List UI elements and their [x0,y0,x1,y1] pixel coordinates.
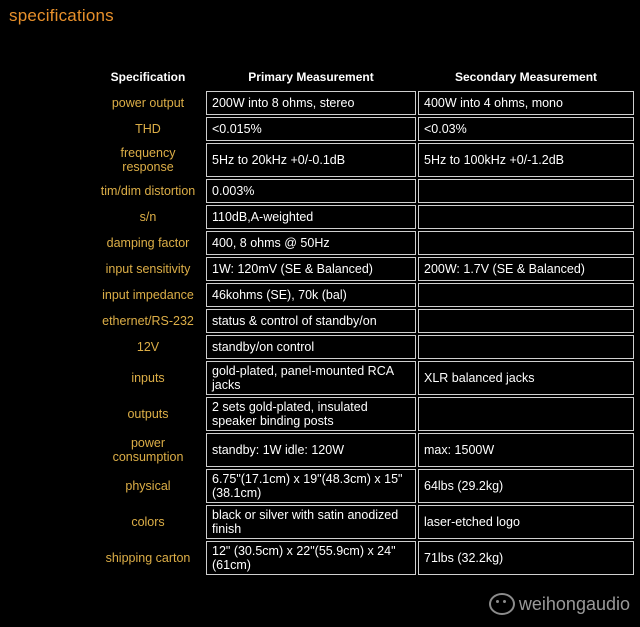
primary-value: standby/on control [206,335,416,359]
primary-value: 46kohms (SE), 70k (bal) [206,283,416,307]
secondary-value [418,397,634,431]
primary-value: 110dB,A-weighted [206,205,416,229]
table-row [92,469,634,503]
spec-label: THD [135,122,161,136]
table-header-row [92,65,634,89]
spec-label: input sensitivity [105,262,191,276]
secondary-value [418,283,634,307]
primary-value: 5Hz to 20kHz +0/-0.1dB [206,143,416,177]
spec-label: ethernet/RS-232 [102,314,194,328]
spec-label: physical [125,479,171,493]
watermark-text: weihongaudio [518,593,630,614]
table-row [92,143,634,177]
table-row [92,361,634,395]
table-row [92,179,634,203]
table-row [92,397,634,431]
primary-value: 6.75"(17.1cm) x 19"(48.3cm) x 15"(38.1cm) [206,469,416,503]
spec-label: outputs [127,407,169,421]
header-secondary: Secondary Measurement [454,70,598,84]
secondary-value [418,231,634,255]
spec-table [90,63,636,577]
secondary-value: laser-etched logo [418,505,634,539]
secondary-value [418,335,634,359]
primary-value: 12" (30.5cm) x 22"(55.9cm) x 24"(61cm) [206,541,416,575]
primary-value: 2 sets gold-plated, insulated speaker binding posts [206,397,416,431]
header-specification: Specification [110,70,186,84]
spec-label: damping factor [106,236,190,250]
primary-value: status & control of standby/on [206,309,416,333]
table-row [92,541,634,575]
primary-value: 400, 8 ohms @ 50Hz [206,231,416,255]
primary-value: <0.015% [206,117,416,141]
spec-label: inputs [131,371,165,385]
table-row [92,309,634,333]
secondary-value: max: 1500W [418,433,634,467]
spec-label: power consumption [112,436,184,464]
secondary-value [418,205,634,229]
spec-label: colors [131,515,165,529]
spec-label: tim/dim distortion [100,184,196,198]
primary-value: 200W into 8 ohms, stereo [206,91,416,115]
table-row [92,335,634,359]
header-primary: Primary Measurement [248,70,374,84]
primary-value: 1W: 120mV (SE & Balanced) [206,257,416,281]
spec-label: 12V [136,340,160,354]
secondary-value: 400W into 4 ohms, mono [418,91,634,115]
secondary-value: XLR balanced jacks [418,361,634,395]
table-row [92,433,634,467]
spec-label: shipping carton [105,551,191,565]
secondary-value [418,309,634,333]
table-row [92,505,634,539]
table-row [92,231,634,255]
table-row [92,205,634,229]
watermark [489,593,630,615]
secondary-value: 5Hz to 100kHz +0/-1.2dB [418,143,634,177]
secondary-value: 64lbs (29.2kg) [418,469,634,503]
spec-label: frequency response [120,146,176,174]
primary-value: standby: 1W idle: 120W [206,433,416,467]
secondary-value: <0.03% [418,117,634,141]
table-row [92,117,634,141]
primary-value: 0.003% [206,179,416,203]
page-title: specifications [9,6,114,25]
table-row [92,283,634,307]
table-row [92,257,634,281]
spec-label: s/n [139,210,157,224]
wechat-icon [489,593,515,615]
secondary-value: 200W: 1.7V (SE & Balanced) [418,257,634,281]
table-row [92,91,634,115]
primary-value: black or silver with satin anodized finish [206,505,416,539]
secondary-value [418,179,634,203]
secondary-value: 71lbs (32.2kg) [418,541,634,575]
spec-label: power output [111,96,185,110]
spec-label: input impedance [102,288,194,302]
primary-value: gold-plated, panel-mounted RCA jacks [206,361,416,395]
